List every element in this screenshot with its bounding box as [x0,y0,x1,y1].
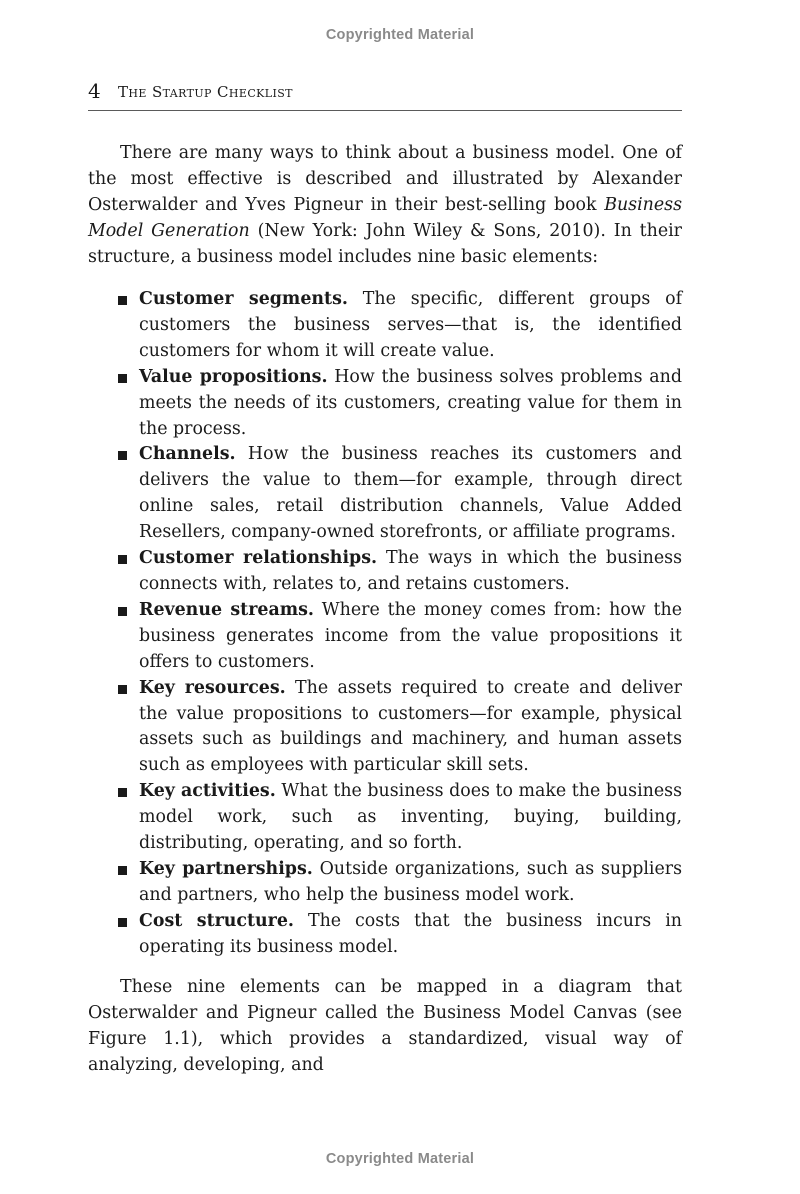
square-bullet-icon [118,685,127,694]
element-description: Outside organizations, such as suppliers and partners, who help the business model work. [139,858,682,905]
square-bullet-icon [118,451,127,460]
element-term: Channels. [139,444,236,465]
element-description: The assets required to create and deliver the value propositions to customers—for example, physical assets such as buildings and machinery, and human assets such as employees with particular skill sets. [139,677,682,776]
closing-paragraph: These nine elements can be mapped in a diagram that Osterwalder and Pigneur called the Business Model Canvas (see Figure 1.1), which provides a standardized, visual way of analyzing, developing, and [88,977,682,1075]
element-description: The costs that the business incurs in operating its business model. [139,910,682,957]
intro-book-title: Business Model Generation [88,194,682,241]
square-bullet-icon [118,607,127,616]
square-bullet-icon [118,866,127,875]
square-bullet-icon [118,374,127,383]
closing-paragraph-block [88,975,682,1079]
list-item [118,857,682,909]
square-bullet-icon [118,788,127,797]
list-item [118,365,682,443]
element-term: Customer relationships. [139,548,378,569]
list-item [118,546,682,598]
list-item [118,909,682,961]
element-term: Revenue streams. [139,599,314,620]
element-description: How the business solves problems and meets the needs of its customers, creating value for them in the process. [139,366,682,439]
business-model-elements-list [118,287,682,961]
intro-text-part1: There are many ways to think about a business model. One of the most effective is described and illustrated by Alexander Osterwalder and Yves Pigneur in their best-selling book [88,143,682,215]
element-term: Key partnerships. [139,858,313,879]
element-term: Value propositions. [139,366,328,387]
intro-text-part2: (New York: John Wiley & Sons, 2010). In their structure, a business model includes nine basic elements: [88,220,682,267]
element-term: Key activities. [139,781,276,802]
element-term: Cost structure. [139,910,294,931]
header-rule [88,110,682,111]
square-bullet-icon [118,918,127,927]
square-bullet-icon [118,555,127,564]
list-item [118,676,682,780]
running-head-title: The Startup Checklist [118,83,293,101]
list-item [118,287,682,365]
element-term: Key resources. [139,677,286,698]
copyright-watermark-top: Copyrighted Material [325,27,475,43]
square-bullet-icon [118,296,127,305]
list-item [118,442,682,546]
element-description: Where the money comes from: how the business generates income from the value propositions it offers to customers. [139,599,682,672]
list-item [118,779,682,857]
intro-paragraph [88,141,682,271]
intro-paragraph-block [88,141,682,271]
element-description: What the business does to make the business model work, such as inventing, buying, building, distributing, operating, and so forth. [139,781,683,854]
copyright-watermark-bottom: Copyrighted Material [325,1151,475,1167]
element-description: The specific, different groups of customers the business serves—that is, the identified customers for whom it will create value. [139,289,682,361]
list-item [118,598,682,676]
element-description: How the business reaches its customers and delivers the value to them—for example, through direct online sales, retail distribution channels, Value Added Resellers, company-owned storefronts, or affiliate programs. [139,444,682,543]
element-description: The ways in which the business connects with, relates to, and retains customers. [139,548,682,594]
page-number: 4 [88,79,101,103]
element-term: Customer segments. [139,289,348,309]
running-head [88,78,682,104]
